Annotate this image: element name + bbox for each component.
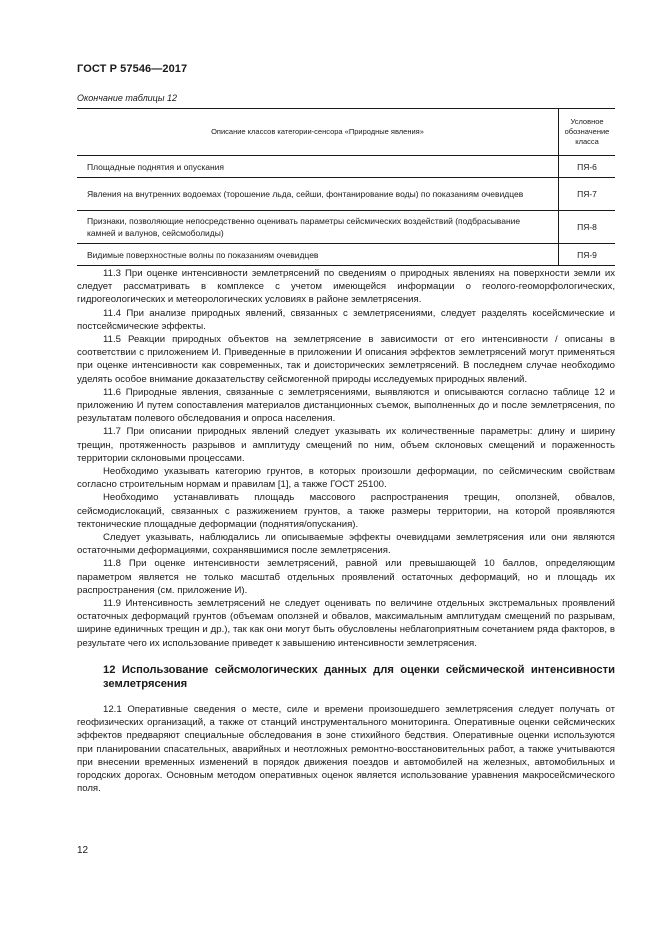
classes-table [77,108,615,266]
table-caption: Окончание таблицы 12 [77,93,177,103]
table-cell-description: Явления на внутренних водоемах (торошение льда, сейши, фонтанирование воды) по показаниям очевидцев [77,178,559,211]
table-cell-description: Признаки, позволяющие непосредственно оценивать параметры сейсмических воздействий (подбрасывание камней и валунов, сейсмоболиды) [77,211,559,244]
paragraph-12-1: 12.1 Оперативные сведения о месте, силе и времени произошедшего землетрясения следует получать от геофизических организаций, а также от станций инструментального мониторинга. Оперативные оценки сейсмических эффектов предваряют специальные обследования в зоне стихийного бедствия. Оперативные оценки используются при планировании спасательных, аварийных и неотложных ремонтно-восстановительных работ, а также учитываются при внесении временных изменений в порядок движения поездов и автомобилей на железных, автомобильных и городских дорогах. Основным методом оперативных оценок является использование уравнения макросейсмического поля. [77,703,615,795]
paragraph-crack-area: Необходимо устанавливать площадь массового распространения трещин, оползней, обвалов, сейсмодислокаций, связанных с разжижением грунтов, а также размеры территории, на которой проявляются тектонические площадные деформации (поднятия/опускания). [77,492,615,530]
table-row [77,178,615,211]
document-header: ГОСТ Р 57546—2017 [77,63,188,75]
paragraph-soil-category: Необходимо указывать категорию грунтов, в которых произошли деформации, по сейсмическим свойствам согласно строительным нормам и правилам [1], а также ГОСТ 25100. [77,466,615,491]
table-row [77,244,615,266]
paragraph-11-4: 11.4 При анализе природных явлений, связанных с землетрясениями, следует разделять косейсмические и постсейсмические эффекты. [77,307,615,332]
table-row [77,156,615,178]
body-text [77,267,615,795]
table-cell-code: ПЯ-9 [559,244,616,266]
column-header-code: Условное обозначение класса [559,109,616,156]
paragraph-11-6: 11.6 Природные явления, связанные с землетрясениями, выявляются и описываются согласно таблице 12 и приложению И путем сопоставления материалов дистанционных съемок, выполненных до и после землетрясения, по результатам полевого обследования и опроса населения. [77,386,615,425]
paragraph-11-7: 11.7 При описании природных явлений следует указывать их количественные параметры: длину и ширину трещин, протяженность разрывов и амплитуду смещений по ним, объем склоновых смещений и пораженность территории склоновыми процессами. [77,426,615,464]
table-cell-code: ПЯ-6 [559,156,616,178]
column-header-description: Описание классов категории-сенсора «Природные явления» [77,109,559,156]
section-title: 12 Использование сейсмологических данных для оценки сейсмической интенсивности землетрясения [103,663,615,690]
paragraph-11-3: 11.3 При оценке интенсивности землетрясений по сведениям о природных явлениях на поверхности земли их следует рассматривать в комплексе с учетом имеющейся информации о геолого-геоморфологических, гидрогеологических и метеорологических условиях в районе землетрясения. [77,268,615,306]
table-row [77,211,615,244]
page-number: 12 [77,845,89,856]
paragraph-11-9: 11.9 Интенсивность землетрясений не следует оценивать по величине отдельных экстремальных проявлений остаточных деформаций грунтов (объемам оползней и обвалов, максимальным амплитудам смещений по разрывам, ширине единичных трещин и др.), так как они могут быть обусловлены неблагоприятным сочетанием ряда факторов, в результате чего их использование приведет к завышению интенсивности землетрясения. [77,598,615,649]
paragraph-11-8: 11.8 При оценке интенсивности землетрясений, равной или превышающей 10 баллов, определяющим параметром является не только масштаб отдельных проявлений остаточных деформаций, но и площадь их распространения (см. приложение И). [77,558,615,596]
table-cell-code: ПЯ-7 [559,178,616,211]
table-header-row [77,109,615,156]
table-cell-description: Видимые поверхностные волны по показаниям очевидцев [77,244,559,266]
table-cell-code: ПЯ-8 [559,211,616,244]
paragraph-witnesses: Следует указывать, наблюдались ли описываемые эффекты очевидцами землетрясения или они являются остаточными деформациями, сохранявшимися после землетрясения. [77,532,615,557]
paragraph-11-5: 11.5 Реакции природных объектов на землетрясение в зависимости от его интенсивности / описаны в соответствии с приложением И. Приведенные в приложении И описания эффектов землетрясений могут применяться при оценке интенсивности как современных, так и доисторических землетрясений. В последнем случае необходимо уделять особое внимание доказательству сейсмогенной природы исследуемых природных явлений. [77,334,615,385]
table-cell-description: Площадные поднятия и опускания [77,156,559,178]
